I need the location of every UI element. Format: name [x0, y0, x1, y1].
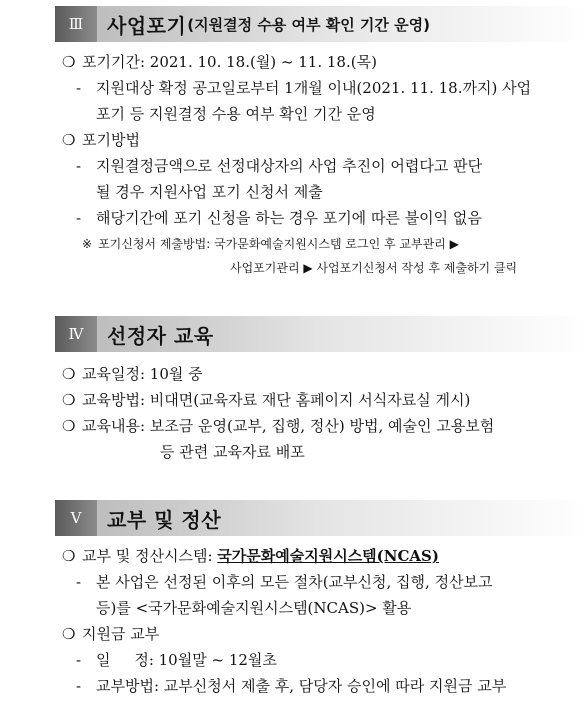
- list-item: ❍ 교육일정: 10월 중: [62, 365, 203, 383]
- circle-bullet-icon: ❍: [62, 625, 76, 643]
- section-5-title: 교부 및 정산: [107, 507, 222, 532]
- section-3-number: Ⅲ: [55, 6, 97, 42]
- list-item: 등)를 <국가문화예술지원시스템(NCAS)> 활용: [96, 599, 412, 617]
- list-item: - 해당기간에 포기 신청을 하는 경우 포기에 따른 불이익 없음: [76, 209, 482, 227]
- list-item: 포기 등 지원결정 수용 여부 확인 기간 운영: [96, 105, 376, 123]
- list-item: ❍ 교육방법: 비대면(교육자료 재단 홈페이지 서식자료실 게시): [62, 391, 471, 409]
- circle-bullet-icon: ❍: [62, 131, 76, 149]
- list-item: ❍ 교부 및 정산시스템: 국가문화예술지원시스템(NCAS): [62, 547, 439, 565]
- list-item: ❍ 포기기간: 2021. 10. 18.(월) ~ 11. 18.(목): [62, 53, 377, 71]
- list-item: - 지원대상 확정 공고일로부터 1개월 이내(2021. 11. 18.까지) 사업: [76, 79, 532, 97]
- list-item: 될 경우 지원사업 포기 신청서 제출: [96, 183, 323, 201]
- circle-bullet-icon: ❍: [62, 391, 76, 409]
- list-item: ❍ 교육내용: 보조금 운영(교부, 집행, 정산) 방법, 예술인 고용보험: [62, 417, 495, 435]
- list-item: - 교부방법: 교부신청서 제출 후, 담당자 승인에 따라 지원금 교부: [76, 677, 507, 695]
- system-name: 국가문화예술지원시스템(NCAS): [217, 547, 439, 565]
- note-line: ※ 포기신청서 제출방법: 국가문화예술지원시스템 로그인 후 교부관리 ▶: [82, 237, 459, 251]
- section-3-title-bar: [97, 6, 587, 42]
- circle-bullet-icon: ❍: [62, 417, 76, 435]
- section-4-number: Ⅳ: [55, 316, 97, 352]
- section-3-subtitle: (지원결정 수용 여부 확인 기간 운영): [187, 15, 430, 34]
- list-item: ❍ 포기방법: [62, 131, 140, 149]
- circle-bullet-icon: ❍: [62, 53, 76, 71]
- note-line: 사업포기관리 ▶ 사업포기신청서 작성 후 제출하기 클릭: [230, 261, 518, 275]
- note-mark: ※: [82, 237, 93, 251]
- section-5-title-bar: [97, 500, 587, 536]
- section-4-title: 선정자 교육: [107, 323, 214, 348]
- list-item: ❍ 지원금 교부: [62, 625, 160, 643]
- circle-bullet-icon: ❍: [62, 365, 76, 383]
- list-item: - 일 정: 10월말 ~ 12월초: [76, 651, 277, 669]
- circle-bullet-icon: ❍: [62, 547, 76, 565]
- list-item: 등 관련 교육자료 배포: [160, 443, 305, 461]
- section-4-title-bar: [97, 316, 587, 352]
- list-item: - 지원결정금액으로 선정대상자의 사업 추진이 어렵다고 판단: [76, 157, 483, 175]
- section-3-title: 사업포기: [107, 13, 187, 38]
- section-5-number: Ⅴ: [55, 500, 97, 536]
- list-item: - 본 사업은 선정된 이후의 모든 절차(교부신청, 집행, 정산보고: [76, 573, 493, 591]
